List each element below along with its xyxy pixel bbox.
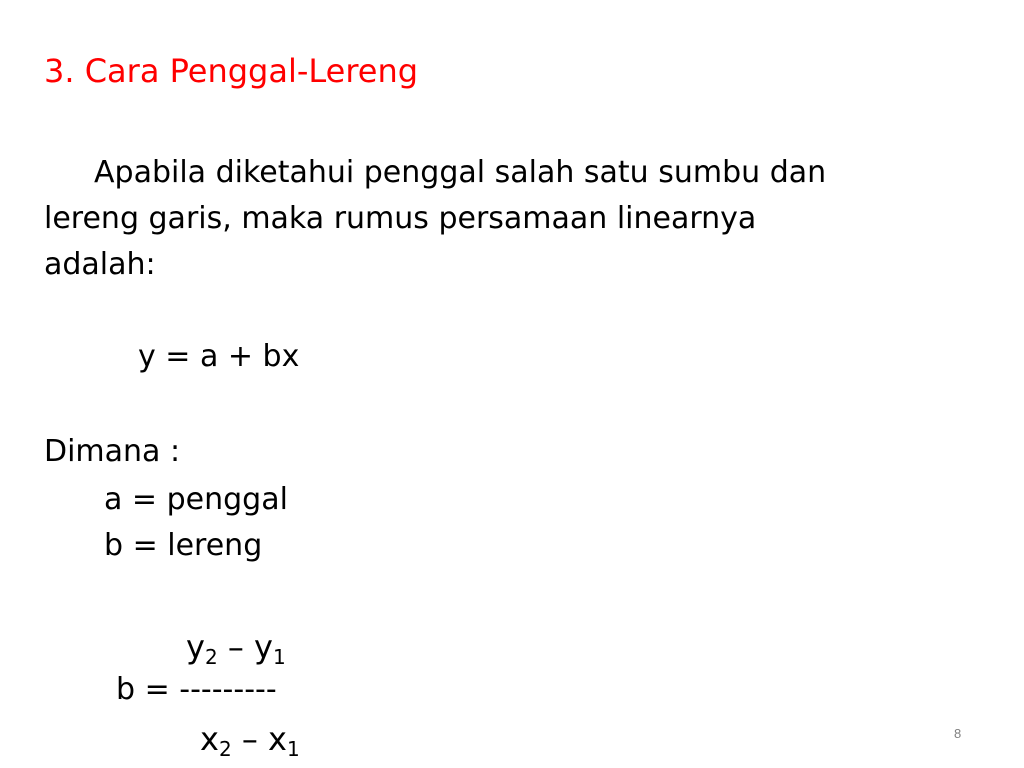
denominator-minus: – (231, 720, 269, 758)
numerator-sub-1: 1 (272, 645, 286, 669)
denominator-x1: x (268, 720, 287, 758)
definition-a: a = penggal (104, 482, 288, 517)
paragraph-line-3: adalah: (44, 247, 156, 282)
paragraph-line-1: Apabila diketahui penggal salah satu sumbu dan (94, 155, 827, 190)
dimana-label: Dimana : (44, 434, 181, 469)
paragraph-line-2: lereng garis, maka rumus persamaan linearnya (44, 201, 757, 236)
fraction-numerator (186, 628, 286, 669)
denominator-sub-1: 1 (286, 737, 300, 761)
slide-title: 3. Cara Penggal-Lereng (44, 52, 419, 90)
numerator-y2: y (186, 628, 205, 666)
numerator-y1: y (254, 628, 273, 666)
numerator-minus: – (217, 628, 255, 666)
definition-b: b = lereng (104, 528, 263, 563)
paragraph (44, 150, 984, 288)
denominator-sub-2: 2 (218, 737, 232, 761)
fraction-line: b = --------- (116, 672, 277, 707)
numerator-sub-2: 2 (204, 645, 218, 669)
page-number: 8 (954, 726, 962, 741)
denominator-x2: x (200, 720, 219, 758)
fraction-denominator (200, 720, 300, 761)
main-formula: y = a + bx (138, 339, 300, 374)
